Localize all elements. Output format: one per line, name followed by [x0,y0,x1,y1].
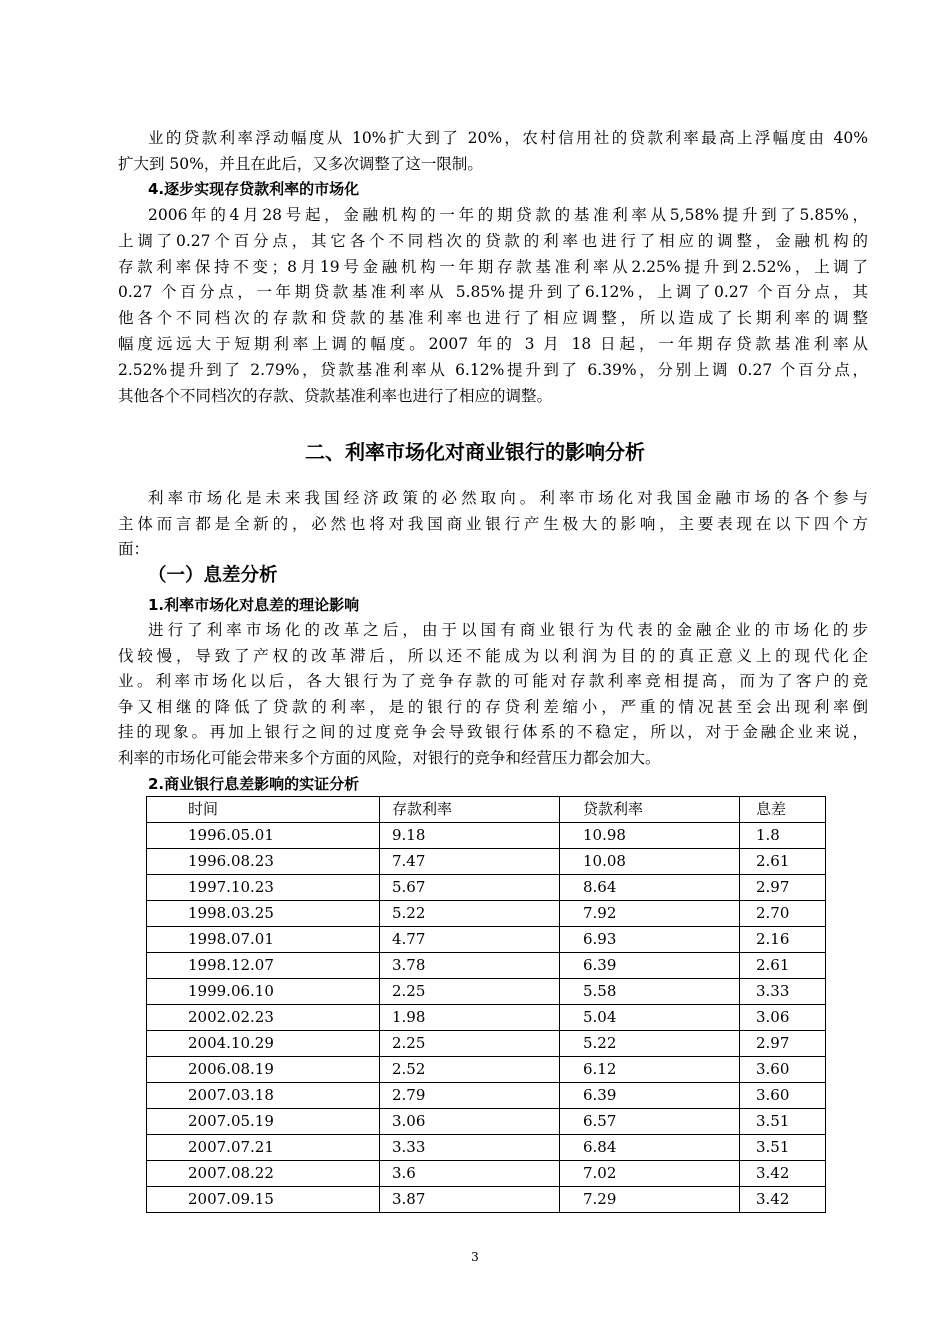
cell-loan-rate: 5.22 [560,1031,740,1057]
paragraph-intro-line: 主体而言都是全新的，必然也将对我国商业银行产生极大的影响，主要表现在以下四个方 [118,514,868,533]
cell-spread: 3.60 [740,1083,826,1109]
table-row [147,901,826,927]
paragraph-theory-line: 伐较慢，导致了产权的改革滞后，所以还不能成为以利润为目的的真正意义上的现代化企 [118,646,868,665]
subheading-2: 2.商业银行息差影响的实证分析 [148,775,360,793]
cell-spread: 2.97 [740,1031,826,1057]
cell-spread: 3.42 [740,1161,826,1187]
section-title: 二、利率市场化对商业银行的影响分析 [305,440,645,464]
cell-deposit-rate: 7.47 [380,849,560,875]
cell-loan-rate: 6.39 [560,1083,740,1109]
cell-date: 1996.05.01 [147,823,380,849]
cell-loan-rate: 6.57 [560,1109,740,1135]
paragraph-2006-line: 幅度远远大于短期利率上调的幅度。2007 年的 3 月 18 日起，一年期存贷款基准利率从 [118,335,868,353]
cell-date: 2007.05.19 [147,1109,380,1135]
cell-spread: 2.61 [740,849,826,875]
cell-spread: 3.33 [740,979,826,1005]
paragraph-intro-line: 利率市场化是未来我国经济政策的必然取向。利率市场化对我国金融市场的各个参与 [148,489,868,507]
cell-spread: 1.8 [740,823,826,849]
header-loan-rate: 贷款利率 [560,797,740,823]
paragraph-2006-line: 2.52%提升到了 2.79%，贷款基准利率从 6.12%提升到了 6.39%，分别上调 0.27 个百分点， [118,360,868,379]
table-row [147,1031,826,1057]
cell-loan-rate: 10.98 [560,823,740,849]
cell-loan-rate: 6.39 [560,953,740,979]
table-row [147,875,826,901]
cell-deposit-rate: 2.52 [380,1057,560,1083]
paragraph-2006-line: 2006年的4月28号起，金融机构的一年的期贷款的基准利率从5,58%提升到了5.85%， [148,206,868,224]
cell-deposit-rate: 3.33 [380,1135,560,1161]
table-row [147,1135,826,1161]
cell-deposit-rate: 5.67 [380,875,560,901]
cell-loan-rate: 6.12 [560,1057,740,1083]
cell-spread: 3.06 [740,1005,826,1031]
cell-spread: 3.60 [740,1057,826,1083]
cell-loan-rate: 8.64 [560,875,740,901]
cell-deposit-rate: 5.22 [380,901,560,927]
cell-date: 2006.08.19 [147,1057,380,1083]
cell-loan-rate: 7.02 [560,1161,740,1187]
table-row [147,927,826,953]
paragraph-theory-line: 进行了利率市场化的改革之后，由于以国有商业银行为代表的金融企业的市场化的步 [148,621,868,639]
cell-date: 1999.06.10 [147,979,380,1005]
cell-deposit-rate: 3.06 [380,1109,560,1135]
cell-spread: 2.61 [740,953,826,979]
cell-loan-rate: 5.04 [560,1005,740,1031]
table-row [147,1161,826,1187]
subheading-4: 4.逐步实现存贷款利率的市场化 [148,180,360,198]
table-row [147,849,826,875]
paragraph-2006-line: 其他各个不同档次的存款、贷款基准利率也进行了相应的调整。 [118,386,553,405]
cell-spread: 3.42 [740,1187,826,1213]
paragraph-theory-line: 利率的市场化可能会带来多个方面的风险，对银行的竞争和经营压力都会加大。 [118,748,661,767]
cell-loan-rate: 7.29 [560,1187,740,1213]
table-row [147,1083,826,1109]
cell-deposit-rate: 9.18 [380,823,560,849]
table-row [147,1187,826,1213]
cell-date: 1998.12.07 [147,953,380,979]
cell-date: 2002.02.23 [147,1005,380,1031]
cell-deposit-rate: 3.78 [380,953,560,979]
paragraph-theory-line: 挂的现象。再加上银行之间的过度竞争会导致银行体系的不稳定，所以，对于金融企业来说， [118,723,868,741]
cell-date: 2007.09.15 [147,1187,380,1213]
table-row [147,1109,826,1135]
table-header-row [147,797,826,823]
header-date: 时间 [147,797,380,823]
table-row [147,979,826,1005]
cell-spread: 2.16 [740,927,826,953]
cell-date: 2007.03.18 [147,1083,380,1109]
cell-date: 2007.08.22 [147,1161,380,1187]
table-row [147,1057,826,1083]
subsection-heading: （一）息差分析 [148,565,278,586]
cell-deposit-rate: 1.98 [380,1005,560,1031]
cell-loan-rate: 10.08 [560,849,740,875]
subheading-1: 1.利率市场化对息差的理论影响 [148,596,360,614]
paragraph-2006-line: 存款利率保持不变；8月19号金融机构一年期存款基准利率从2.25%提升到2.52%，上调了 [118,257,868,276]
cell-date: 1996.08.23 [147,849,380,875]
paragraph-line: 业的贷款利率浮动幅度从 10%扩大到了 20%，农村信用社的贷款利率最高上浮幅度由 40% [148,129,868,147]
cell-loan-rate: 7.92 [560,901,740,927]
cell-deposit-rate: 2.25 [380,1031,560,1057]
cell-deposit-rate: 4.77 [380,927,560,953]
cell-spread: 3.51 [740,1135,826,1161]
cell-date: 1998.03.25 [147,901,380,927]
table-row [147,823,826,849]
cell-deposit-rate: 3.87 [380,1187,560,1213]
table-row [147,953,826,979]
cell-spread: 2.70 [740,901,826,927]
cell-loan-rate: 6.93 [560,927,740,953]
interest-spread-table [146,796,826,1213]
cell-loan-rate: 6.84 [560,1135,740,1161]
cell-date: 2007.07.21 [147,1135,380,1161]
cell-deposit-rate: 2.79 [380,1083,560,1109]
paragraph-2006-line: 上调了0.27个百分点，其它各个不同档次的贷款的利率也进行了相应的调整，金融机构的 [118,231,868,250]
table-row [147,1005,826,1031]
cell-date: 1998.07.01 [147,927,380,953]
paragraph-2006-line: 他各个不同档次的存款和贷款的基准利率也进行了相应调整，所以造成了长期利率的调整 [118,309,868,328]
cell-spread: 2.97 [740,875,826,901]
cell-date: 1997.10.23 [147,875,380,901]
paragraph-theory-line: 业。利率市场化以后，各大银行为了竞争存款的可能对存款利率竞相提高，而为了客户的竞 [118,672,868,690]
cell-spread: 3.51 [740,1109,826,1135]
cell-loan-rate: 5.58 [560,979,740,1005]
header-spread: 息差 [740,797,826,823]
header-deposit-rate: 存款利率 [380,797,560,823]
paragraph-intro-line: 面： [118,540,150,558]
cell-deposit-rate: 3.6 [380,1161,560,1187]
paragraph-2006-line: 0.27 个百分点，一年期贷款基准利率从 5.85%提升到了6.12%，上调了0.27 个百分点，其 [118,283,868,302]
paragraph-theory-line: 争又相继的降低了贷款的利率，是的银行的存贷利差缩小，严重的情况甚至会出现利率倒 [118,697,868,716]
page-number: 3 [471,1250,479,1264]
paragraph-line: 扩大到 50%，并且在此后，又多次调整了这一限制。 [118,154,483,173]
cell-deposit-rate: 2.25 [380,979,560,1005]
cell-date: 2004.10.29 [147,1031,380,1057]
